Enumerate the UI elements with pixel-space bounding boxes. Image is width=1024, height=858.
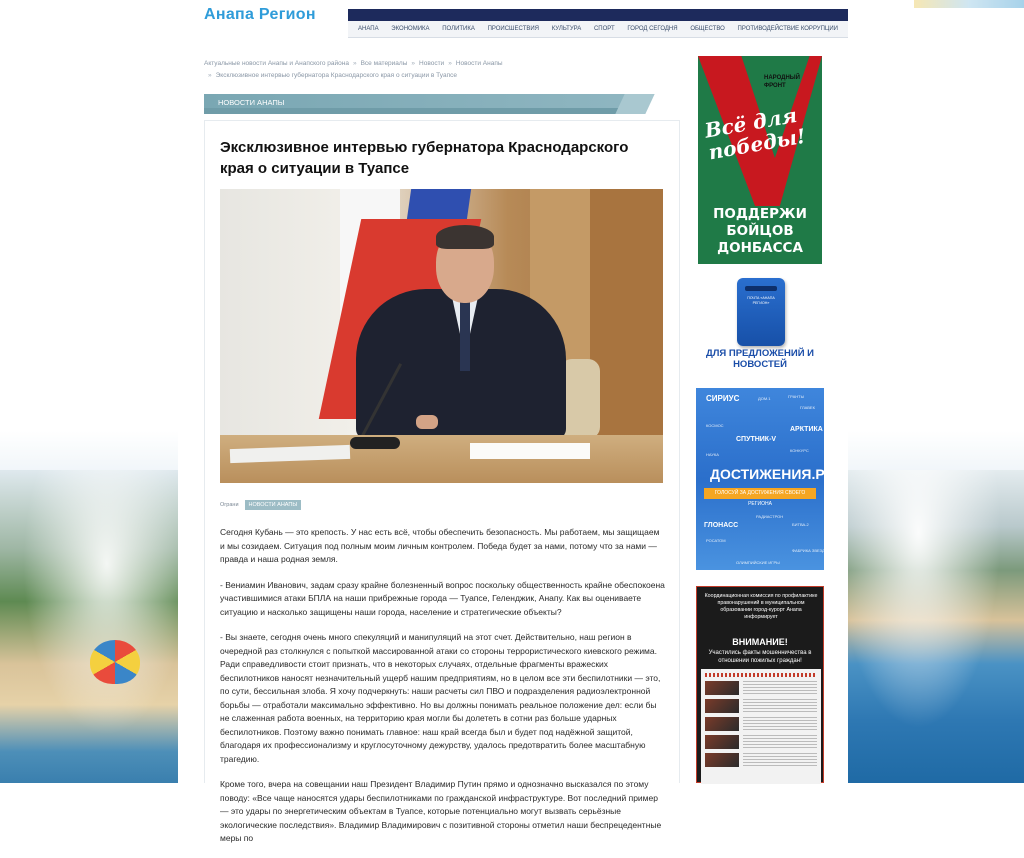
- nav-item[interactable]: ОБЩЕСТВО: [690, 26, 725, 32]
- warning-row: [705, 717, 817, 731]
- warning-lines: [743, 681, 817, 695]
- photo-paper: [470, 443, 590, 459]
- achievements-title: ДОСТИЖЕНИЯ.РФ: [710, 466, 837, 482]
- warning-thumb: [705, 681, 739, 695]
- nav-item[interactable]: ПОЛИТИКА: [442, 26, 475, 32]
- achievement-word: ГЛАВЕК: [800, 405, 815, 410]
- article-photo[interactable]: [220, 189, 663, 483]
- achievements-subtitle: ГОЛОСУЙ ЗА ДОСТИЖЕНИЯ СВОЕГО РЕГИОНА: [704, 488, 816, 499]
- main-nav: [348, 21, 848, 38]
- photo-chair: [560, 359, 600, 439]
- mailbox-label: ПОЧТА «АНАПА РЕГИОН»: [747, 296, 775, 305]
- breadcrumb: [204, 58, 624, 82]
- warning-lines: [743, 735, 817, 749]
- achievement-word: СИРИУС: [706, 394, 740, 403]
- achievement-word: СПУТНИК-V: [736, 436, 777, 443]
- nav-item[interactable]: ПРОИСШЕСТВИЯ: [487, 26, 540, 32]
- breadcrumb-link[interactable]: Актуальные новости Анапы и Анапского района: [204, 60, 349, 67]
- photo-microphone-base: [350, 437, 400, 449]
- warning-text: Участились факты мошенничества в отношении пожилых граждан!: [708, 650, 812, 664]
- nav-item[interactable]: ГОРОД СЕГОДНЯ: [627, 26, 678, 32]
- warning-title: ВНИМАНИЕ!: [732, 637, 788, 647]
- breadcrumb-separator-icon: »: [411, 60, 416, 67]
- achievement-word: КОНКУРС: [790, 448, 809, 453]
- mailbox-icon[interactable]: [737, 278, 785, 346]
- breadcrumb-link[interactable]: Новости Анапы: [455, 60, 503, 67]
- warning-divider: [705, 673, 817, 677]
- achievement-word: АРКТИКА: [790, 426, 823, 433]
- achievement-word: КОСМОС: [706, 423, 724, 428]
- achievement-word: ФАБРИКА ЗВЕЗД: [792, 548, 825, 553]
- warning-row: [705, 753, 817, 767]
- achievement-word: РОСАТОМ: [706, 538, 726, 543]
- achievement-word: ГРАНТЫ: [788, 394, 805, 399]
- achievement-word: ГЛОНАСС: [704, 522, 739, 529]
- section-title: НОВОСТИ АНАПЫ: [218, 98, 285, 107]
- section-strip: [204, 108, 640, 114]
- site-header: [178, 0, 848, 40]
- background-decoration: [914, 0, 1024, 8]
- warning-row: [705, 735, 817, 749]
- warning-thumb: [705, 735, 739, 749]
- photo-person-hair: [436, 225, 494, 249]
- nav-top-bar: [348, 9, 848, 21]
- warning-lines: [743, 717, 817, 731]
- achievement-word: БИТВА-2: [792, 522, 809, 527]
- warning-lines: [743, 753, 817, 767]
- tag-link[interactable]: НОВОСТИ АНАПЫ: [245, 500, 302, 510]
- background-umbrella: [90, 640, 140, 684]
- background-beach-left: [0, 470, 178, 783]
- warning-details: [701, 669, 821, 784]
- nav-item[interactable]: ПРОТИВОДЕЙСТВИЕ КОРРУПЦИИ: [737, 26, 838, 32]
- section-header: [204, 94, 640, 114]
- nav-item[interactable]: ЭКОНОМИКА: [391, 26, 430, 32]
- article-paragraph: - Вы знаете, сегодня очень много спекуляций и манипуляций на этот счет. Действительно, наш регион в очередной раз столкнулся с попыткой массированной атаки со стороны террористического киевского режима. Ради справедливости стоит признать, что в некоторых случаях, отдельные фрагменты вражеских беспилотников наносят незначительный ущерб нашим предприятиям, но в целом все эти беспилотники — это, по сути, бессильная злоба. Я хочу подчеркнуть: наши расчеты сил ПВО и подразделения радиоэлектронной борьбы — отработали максимально эффективно. Но вы должны понимать реальное положение дел: если бы не слаженная работа военных, на территорию края могли бы долететь в сотни раз больше ударных беспилотников. Поэтому важно понимать главное: наш край всегда был и будет под надёжной защитой, благодаря их профессионализму и круглосуточному дежурству, удалось предотвратить более масштабную трагедию.: [220, 632, 661, 764]
- breadcrumb-link[interactable]: Все материалы: [360, 60, 408, 67]
- achievement-word: ОЛИМПИЙСКИЕ ИГРЫ: [736, 560, 780, 565]
- article-paragraph: Сегодня Кубань — это крепость. У нас есть всё, чтобы обеспечить безопасность. Мы работаем, мы защищаем и мы созидаем. Ситуация под полным моим личным контролем. Победа будет за нами, потому что за нами — правда и наша родная земля.: [220, 527, 660, 564]
- achievement-word: НАУКА: [706, 452, 719, 457]
- mailbox-slot: [745, 286, 777, 291]
- achievement-word: РАДИАСТРОН: [756, 514, 784, 519]
- warning-header: Координационная комиссия по профилактике правонарушений в муниципальном образовании город-курорт Анапа информирует: [704, 593, 818, 620]
- site-logo[interactable]: Анапа Регион: [204, 6, 316, 23]
- article-title: Эксклюзивное интервью губернатора Краснодарского края о ситуации в Туапсе: [220, 139, 629, 177]
- mailbox-caption[interactable]: ДЛЯ ПРЕДЛОЖЕНИЙ И НОВОСТЕЙ: [705, 348, 814, 370]
- banner-headline: ПОДДЕРЖИ БОЙЦОВ ДОНБАССА: [713, 206, 807, 256]
- article-body: [220, 526, 666, 858]
- banner-fraud-warning[interactable]: [696, 586, 824, 783]
- banner-support-donbass[interactable]: [698, 56, 822, 264]
- warning-row: [705, 681, 817, 695]
- breadcrumb-link[interactable]: Новости: [419, 60, 445, 67]
- nav-item[interactable]: КУЛЬТУРА: [551, 26, 582, 32]
- banner-slogan: Всё для победы!: [702, 102, 808, 165]
- article: [204, 120, 680, 843]
- banner-org: НАРОДНЫЙ ФРОНТ: [764, 75, 800, 89]
- photo-person-hand: [416, 415, 438, 429]
- breadcrumb-separator-icon: »: [208, 72, 212, 79]
- article-paragraph: Кроме того, вчера на совещании наш Президент Владимир Путин прямо и однозначно высказался по этому поводу: «Все чаще наносятся удары беспилотниками по гражданской инфраструктуре. Вот последний пример — это удары по энергетическим объектам в Туапсе, которые потенциально могут вызвать серьёзные экологические последствия». Владимир Владимирович с позитивной стороны отметил наши беспрецедентные меры по: [220, 779, 662, 843]
- background-beach-right: [848, 470, 1024, 783]
- article-tags: [220, 500, 301, 510]
- breadcrumb-current: Эксклюзивное интервью губернатора Краснодарского края о ситуации в Туапсе: [215, 72, 457, 79]
- section-tab-decoration: [615, 94, 654, 114]
- nav-item[interactable]: СПОРТ: [593, 26, 615, 32]
- warning-thumb: [705, 699, 739, 713]
- banner-achievements[interactable]: [696, 388, 837, 570]
- tags-label: Ограни: [220, 502, 239, 508]
- nav-item[interactable]: АНАПА: [358, 26, 379, 32]
- photo-person-tie: [460, 301, 470, 371]
- warning-lines: [743, 699, 817, 713]
- article-paragraph: - Вениамин Иванович, задам сразу крайне болезненный вопрос поскольку общественность крайне обеспокоена участившимися атаки БПЛА на наши прибрежные города — Туапсе, Геленджик, Анапу. Как вы оцениваете ситуацию и насколько защищены наши города, население и стратегические объекты?: [220, 579, 665, 617]
- breadcrumb-separator-icon: »: [448, 60, 452, 67]
- warning-thumb: [705, 753, 739, 767]
- warning-row: [705, 699, 817, 713]
- breadcrumb-separator-icon: »: [352, 60, 357, 67]
- warning-thumb: [705, 717, 739, 731]
- achievement-word: ДОМ.1: [758, 396, 771, 401]
